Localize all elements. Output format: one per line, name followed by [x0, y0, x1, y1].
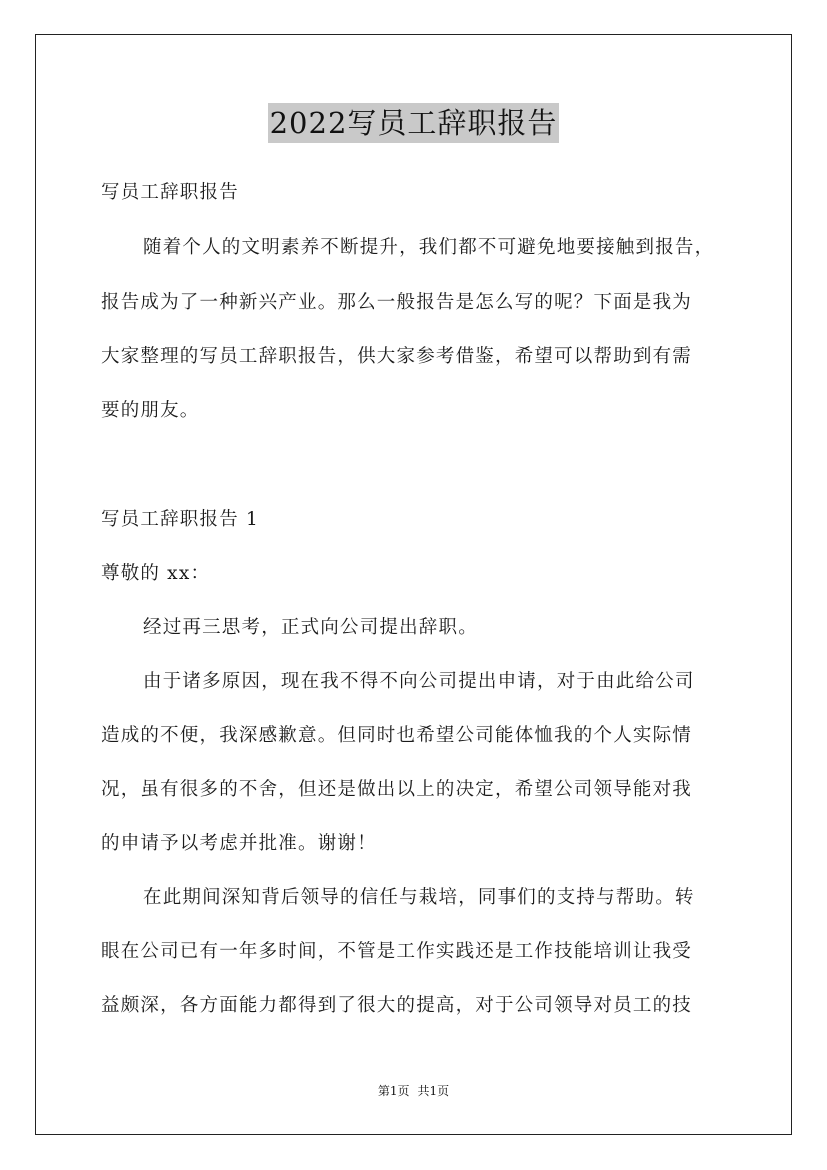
body-line-2: 由于诸多原因，现在我不得不向公司提出申请，对于由此给公司: [143, 671, 695, 692]
intro-line-1: 随着个人的文明素养不断提升，我们都不可避免地要接触到报告，: [143, 237, 715, 258]
page-current: 第1页: [377, 1084, 410, 1098]
intro-line-2: 报告成为了一种新兴产业。那么一般报告是怎么写的呢？下面是我为: [101, 292, 693, 313]
body-line-5: 的申请予以考虑并批准。谢谢！: [101, 833, 377, 854]
section-title: 写员工辞职报告 1: [101, 509, 259, 530]
body-line-3: 造成的不便，我深感歉意。但同时也希望公司能体恤我的个人实际情: [101, 725, 693, 746]
intro-line-3: 大家整理的写员工辞职报告，供大家参考借鉴，希望可以帮助到有需: [101, 346, 693, 367]
page-total: 共1页: [417, 1084, 450, 1098]
body-line-8: 益颇深，各方面能力都得到了很大的提高，对于公司领导对员工的技: [101, 995, 693, 1016]
page-footer: [0, 1083, 827, 1099]
body-line-4: 况，虽有很多的不舍，但还是做出以上的决定，希望公司领导能对我: [101, 779, 693, 800]
intro-line-4: 要的朋友。: [101, 400, 200, 421]
body-line-1: 经过再三思考，正式向公司提出辞职。: [143, 617, 478, 638]
salutation: 尊敬的 xx：: [101, 563, 211, 584]
body-line-6: 在此期间深知背后领导的信任与栽培，同事们的支持与帮助。转: [143, 887, 695, 908]
document-heading: 写员工辞职报告: [101, 182, 239, 203]
body-line-7: 眼在公司已有一年多时间，不管是工作实践还是工作技能培训让我受: [101, 941, 693, 962]
title-container: [0, 103, 827, 143]
document-title: 2022写员工辞职报告: [268, 103, 560, 143]
